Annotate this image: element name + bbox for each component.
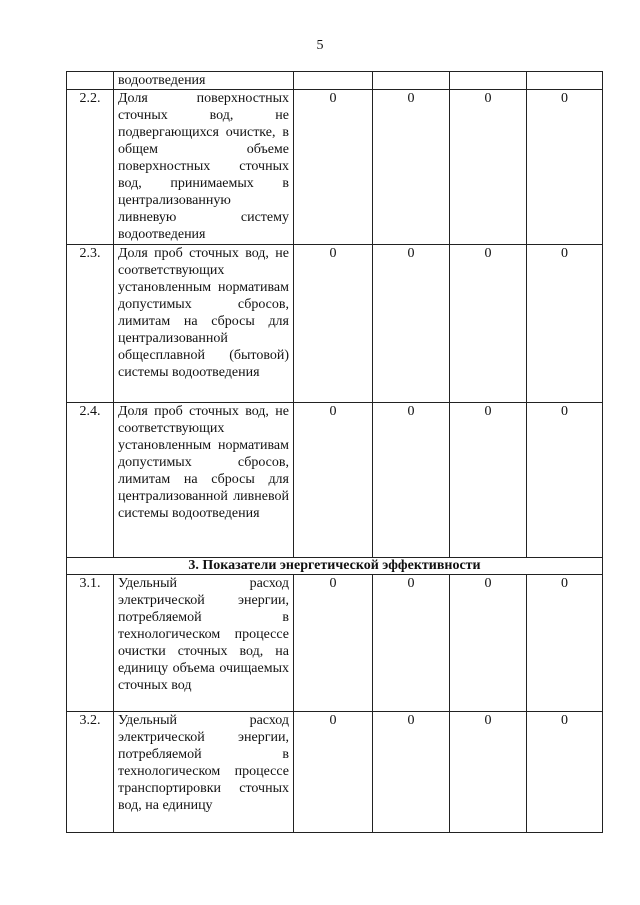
value-cell: 0 (373, 403, 450, 558)
value-cell (450, 72, 527, 90)
value-cell: 0 (373, 245, 450, 403)
value-cell: 0 (527, 575, 603, 712)
value-cell: 0 (294, 575, 373, 712)
value-cell: 0 (294, 403, 373, 558)
value-cell: 0 (373, 712, 450, 833)
row-number: 3.2. (67, 712, 114, 833)
value-cell: 0 (527, 245, 603, 403)
table-row (67, 245, 603, 403)
section-header-row (67, 558, 603, 575)
page-number: 5 (316, 38, 324, 53)
row-description: Доля проб сточных вод, не соответствующих установленным нормативам допустимых сбросов, лимитам на сбросы для централизованной общесплавной (бытовой) системы водоотведения (114, 245, 294, 403)
row-description: Доля поверхностных сточных вод, не подвергающихся очистке, в общем объеме поверхностных сточных вод, принимаемых в централизованную ливневую систему водоотведения (114, 90, 294, 245)
value-cell (527, 72, 603, 90)
table-row (67, 575, 603, 712)
row-number: 3.1. (67, 575, 114, 712)
row-number (67, 72, 114, 90)
value-cell: 0 (527, 712, 603, 833)
value-cell (294, 72, 373, 90)
row-description: водоотведения (114, 72, 294, 90)
value-cell: 0 (294, 712, 373, 833)
value-cell: 0 (373, 575, 450, 712)
row-number: 2.4. (67, 403, 114, 558)
row-description: Удельный расход электрической энергии, потребляемой в технологическом процессе очистки сточных вод, на единицу объема очищаемых сточных вод (114, 575, 294, 712)
row-number: 2.3. (67, 245, 114, 403)
value-cell: 0 (450, 245, 527, 403)
value-cell: 0 (294, 90, 373, 245)
value-cell: 0 (527, 90, 603, 245)
table-row (67, 90, 603, 245)
table-row (67, 403, 603, 558)
value-cell: 0 (450, 90, 527, 245)
value-cell: 0 (373, 90, 450, 245)
indicators-table (66, 71, 603, 833)
value-cell: 0 (294, 245, 373, 403)
value-cell: 0 (450, 575, 527, 712)
row-number: 2.2. (67, 90, 114, 245)
section-title: 3. Показатели энергетической эффективности (67, 558, 603, 575)
row-description: Удельный расход электрической энергии, потребляемой в технологическом процессе транспортировки сточных вод, на единицу (114, 712, 294, 833)
value-cell (373, 72, 450, 90)
table-row (67, 72, 603, 90)
table-row (67, 712, 603, 833)
value-cell: 0 (450, 403, 527, 558)
value-cell: 0 (527, 403, 603, 558)
value-cell: 0 (450, 712, 527, 833)
row-description: Доля проб сточных вод, не соответствующих установленным нормативам допустимых сбросов, лимитам на сбросы для централизованной ливневой системы водоотведения (114, 403, 294, 558)
